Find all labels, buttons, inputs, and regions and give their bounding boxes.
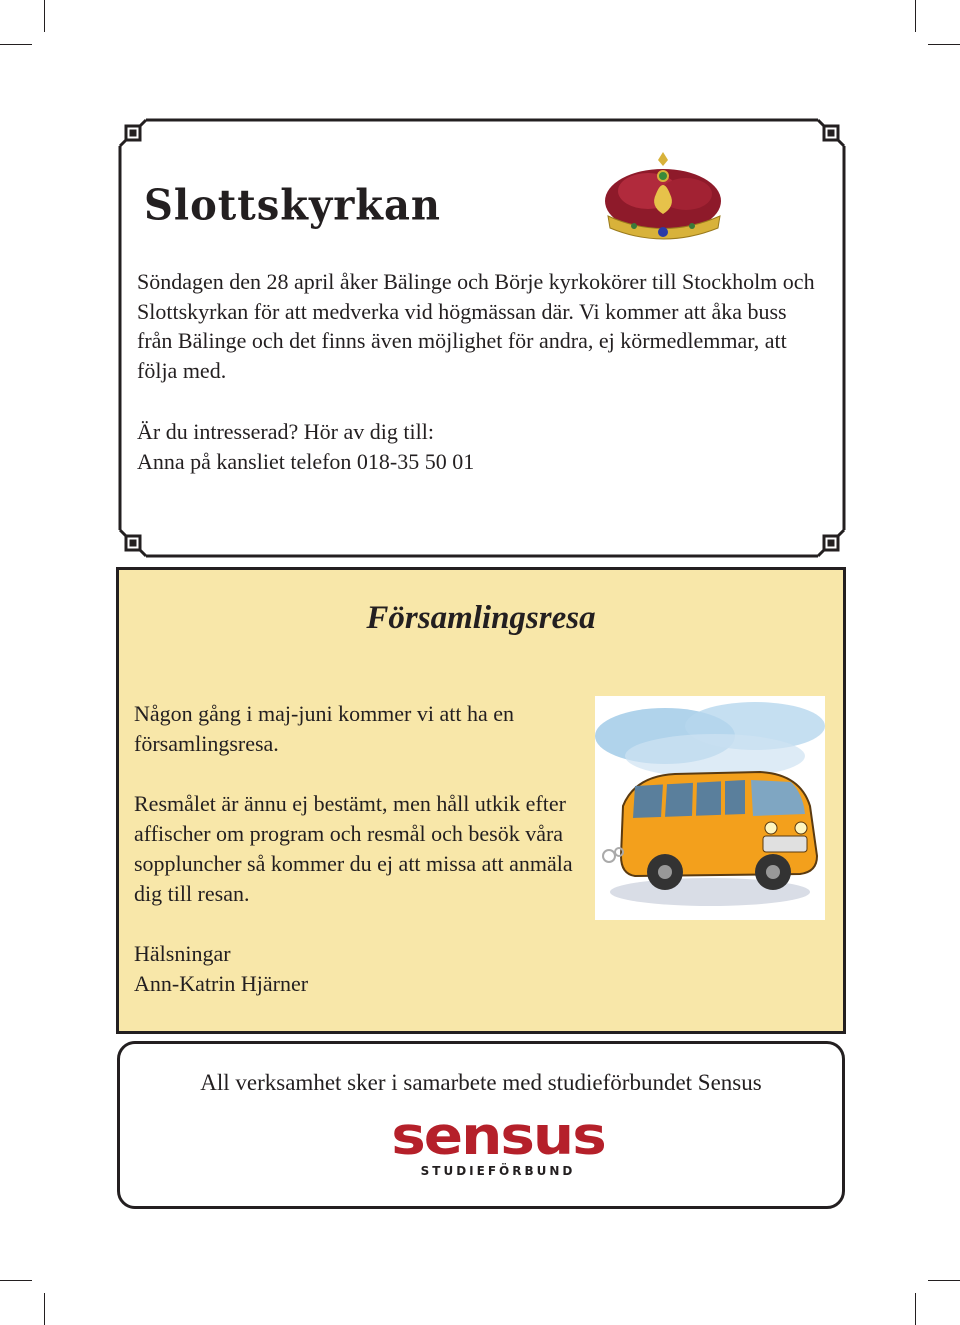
sensus-logo bbox=[363, 1105, 633, 1186]
forsamlingsresa-paragraph-1: Någon gång i maj-juni kommer vi att ha en församlingsresa. bbox=[134, 701, 515, 756]
forsamlingsresa-paragraph-2: Resmålet är ännu ej bestämt, men håll utkik efter affischer om program och resmål och besök våra soppluncher så kommer du ej att missa att anmäla dig till resan. bbox=[134, 791, 573, 906]
forsamlingsresa-box bbox=[116, 567, 846, 1034]
signature: Ann-Katrin Hjärner bbox=[134, 971, 309, 996]
sensus-logo-word: sensus bbox=[391, 1105, 605, 1167]
crop-mark bbox=[0, 1280, 32, 1281]
crop-mark bbox=[915, 1293, 916, 1325]
contact-line: Anna på kansliet telefon 018-35 50 01 bbox=[137, 448, 475, 474]
bus-icon bbox=[595, 696, 825, 920]
crop-mark bbox=[0, 44, 32, 45]
slottskyrkan-title: Slottskyrkan bbox=[144, 180, 441, 231]
slottskyrkan-paragraph-2 bbox=[137, 417, 817, 476]
crop-mark bbox=[915, 0, 916, 32]
crop-mark bbox=[928, 44, 960, 45]
greeting: Hälsningar bbox=[134, 941, 231, 966]
interest-line: Är du intresserad? Hör av dig till: bbox=[137, 419, 434, 444]
sensus-logo-subtitle: STUDIEFÖRBUND bbox=[420, 1164, 576, 1178]
crop-mark bbox=[44, 1293, 45, 1325]
sensus-box bbox=[117, 1041, 845, 1209]
forsamlingsresa-signoff bbox=[134, 939, 594, 999]
forsamlingsresa-title: Församlingsresa bbox=[366, 600, 596, 636]
crown-icon bbox=[598, 146, 728, 246]
slottskyrkan-paragraph-1: Söndagen den 28 april åker Bälinge och Börje kyrkokörer till Stockholm och Slottskyrkan för att medverka vid högmässan där. Vi kommer att åka buss från Bälinge och det finns även möjlighet för andra, ej körmedlemmar, att följa med. bbox=[137, 269, 815, 383]
sensus-text: All verksamhet sker i samarbete med studieförbundet Sensus bbox=[200, 1070, 762, 1095]
crop-mark bbox=[928, 1280, 960, 1281]
crop-mark bbox=[44, 0, 45, 32]
